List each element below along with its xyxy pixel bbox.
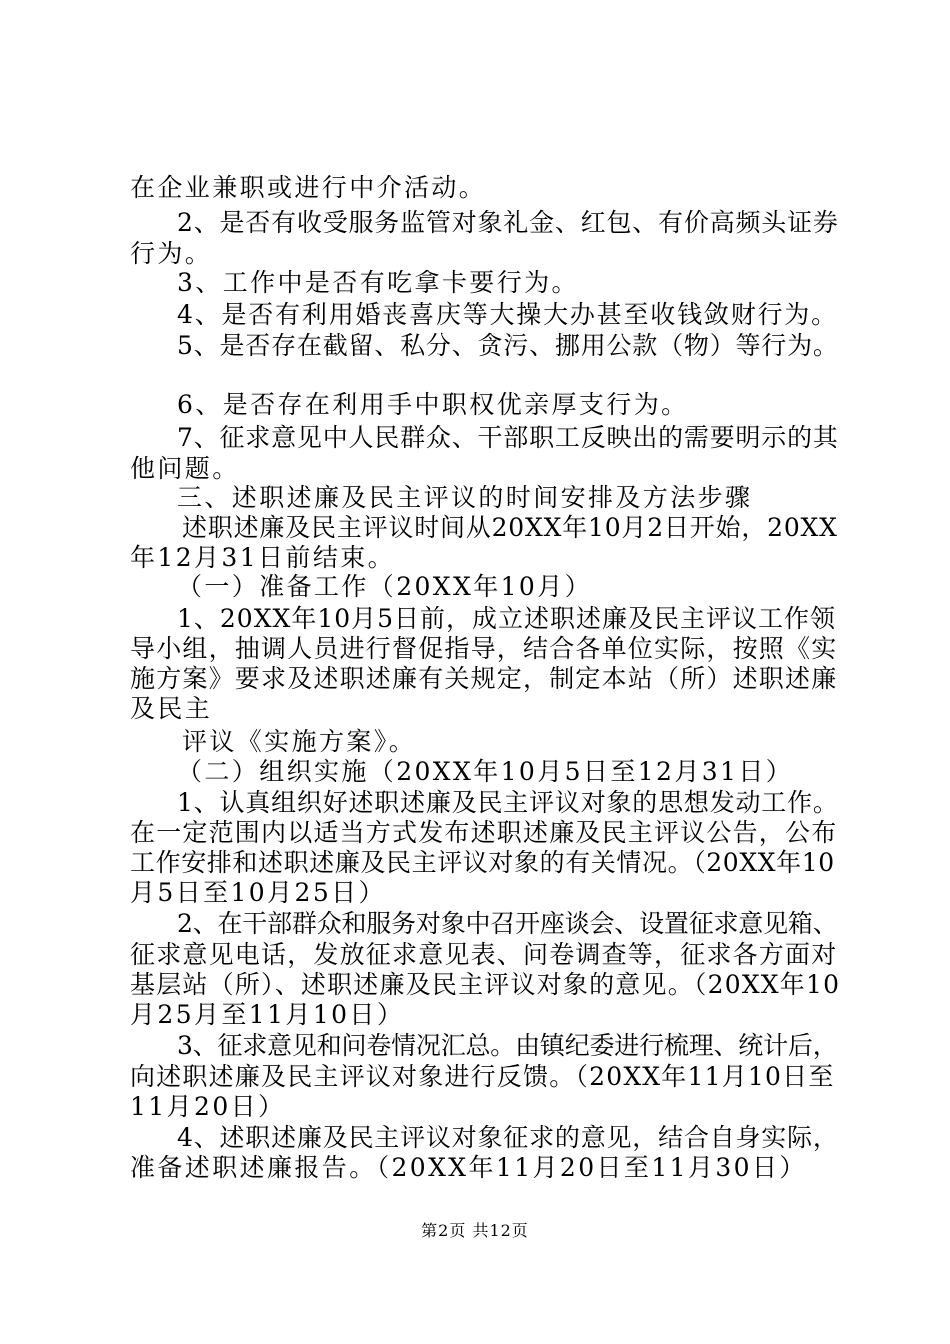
text-line: （二）组织实施（20XX年10月5日至12月31日）: [177, 757, 794, 786]
page-footer: 第2页 共12页: [421, 1221, 529, 1240]
text-line: 基层站（所）、述职述廉及民主评议对象的意见。（20XX年10: [130, 970, 841, 999]
text-line: 工作安排和述职述廉及民主评议对象的有关情况。（20XX年10: [130, 848, 835, 877]
text-line: 5、是否存在截留、私分、贪污、挪用公款（物）等行为。: [177, 331, 839, 360]
text-line: 在一定范围内以适当方式发布述职述廉及民主评议公告，公布: [130, 818, 838, 847]
text-line: 向述职述廉及民主评议对象进行反馈。（20XX年11月10日至: [130, 1062, 835, 1091]
text-line: 他问题。: [130, 454, 240, 483]
text-line: 述职述廉及民主评议时间从20XX年10月2日开始，20XX: [182, 513, 838, 542]
text-line: 施方案》要求及述职述廉有关规定，制定本站（所）述职述廉: [130, 664, 838, 693]
text-line: 1、20XX年10月5日前，成立述职述廉及民主评议工作领: [177, 604, 837, 633]
text-line: 3、工作中是否有吃拿卡要行为。: [177, 268, 579, 297]
text-line: 1、认真组织好述职述廉及民主评议对象的思想发动工作。: [177, 788, 839, 817]
text-line: 及民主: [130, 694, 213, 723]
text-line: 准备述职述廉报告。（20XX年11月20日至11月30日）: [130, 1153, 807, 1182]
text-line: （一）准备工作（20XX年10月）: [177, 572, 593, 601]
text-line: 在企业兼职或进行中介活动。: [130, 173, 487, 202]
text-line: 11月20日）: [130, 1092, 286, 1121]
text-line: 月5日至10月25日）: [130, 878, 386, 907]
text-line: 7、征求意见中人民群众、干部职工反映出的需要明示的其: [177, 423, 839, 452]
text-line: 征求意见电话，发放征求意见表、问卷调查等，征求各方面对: [130, 940, 838, 969]
text-line: 行为。: [130, 239, 213, 268]
text-line: 4、是否有利用婚丧喜庆等大操大办甚至收钱敛财行为。: [177, 300, 838, 329]
text-line: 6、是否存在利用手中职权优亲厚支行为。: [177, 390, 689, 419]
text-line: 评议《实施方案》。: [182, 727, 417, 756]
text-line: 三、述职述廉及民主评议的时间安排及方法步骤: [177, 483, 753, 512]
text-line: 2、在干部群众和服务对象中召开座谈会、设置征求意见箱、: [177, 909, 838, 938]
text-line: 导小组，抽调人员进行督促指导，结合各单位实际，按照《实: [130, 634, 838, 663]
text-line: 2、是否有收受服务监管对象礼金、红包、有价高频头证券: [177, 208, 839, 237]
text-line: 月25月至11月10日）: [130, 1000, 405, 1029]
text-line: 3、征求意见和问卷情况汇总。由镇纪委进行梳理、统计后，: [177, 1031, 838, 1060]
text-line: 4、述职述廉及民主评议对象征求的意见，结合自身实际，: [177, 1123, 839, 1152]
text-line: 年12月31日前结束。: [130, 543, 396, 572]
